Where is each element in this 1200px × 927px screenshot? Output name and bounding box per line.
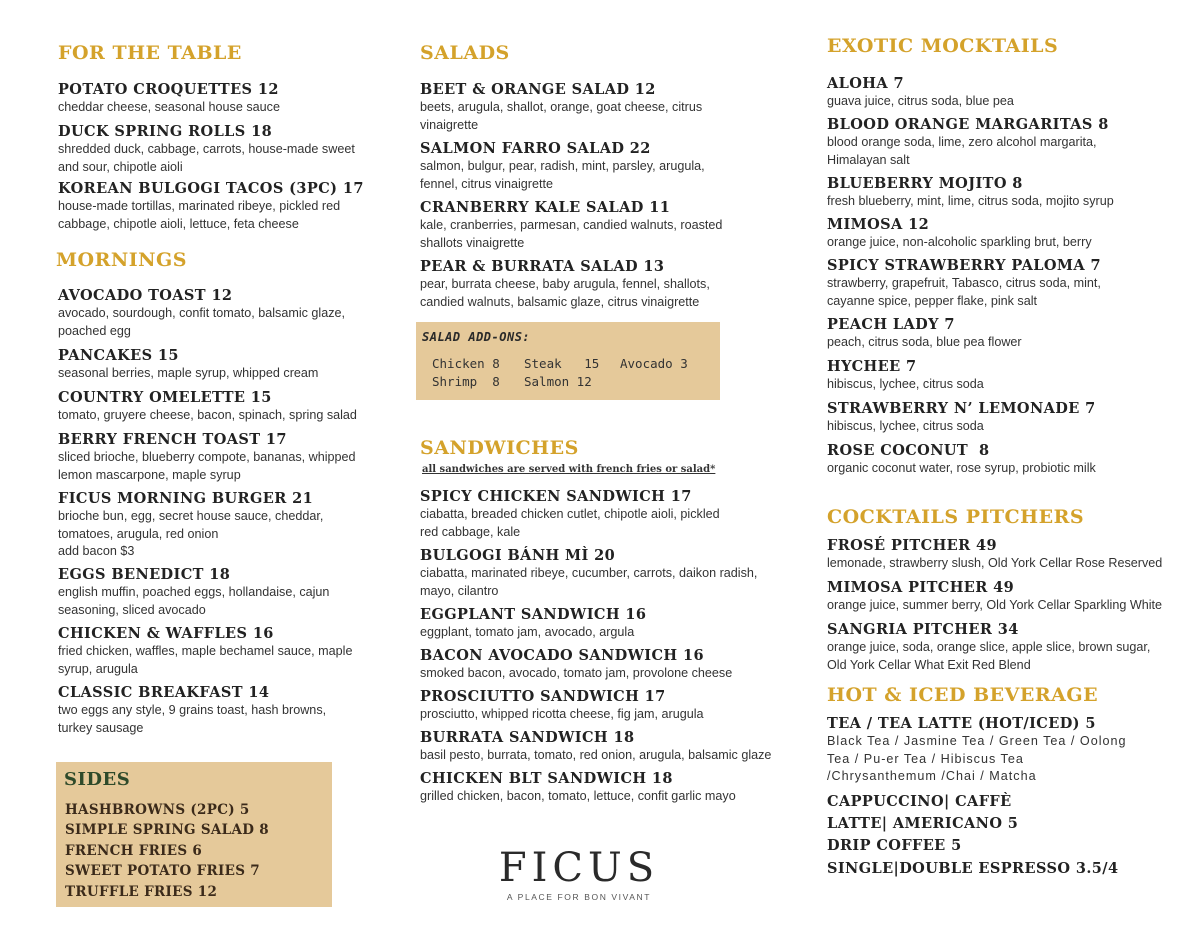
item-desc: prosciutto, whipped ricotta cheese, fig jam, arugula	[420, 707, 704, 721]
side-item: TRUFFLE FRIES 12	[65, 883, 218, 900]
menu-item	[827, 256, 1187, 310]
item-desc: sliced brioche, blueberry compote, bananas, whipped lemon mascarpone, maple syrup	[58, 450, 356, 482]
item-name: BLOOD ORANGE MARGARITAS 8	[827, 116, 1109, 133]
menu-item	[58, 286, 358, 340]
item-desc: tomato, gruyere cheese, bacon, spinach, spring salad	[58, 408, 357, 422]
item-name: PANCAKES 15	[58, 347, 179, 364]
pitchers-title: COCKTAILS PITCHERS	[827, 506, 1085, 528]
menu-item	[827, 174, 1187, 211]
item-desc: english muffin, poached eggs, hollandaise, cajun seasoning, sliced avocado	[58, 585, 330, 617]
menu-item	[827, 215, 1187, 252]
item-name: MIMOSA PITCHER 49	[827, 579, 1015, 596]
item-desc: guava juice, citrus soda, blue pea	[827, 94, 1014, 108]
addon-avocado: Avocado 3	[620, 356, 688, 371]
menu-item	[420, 139, 790, 193]
item-name: KOREAN BULGOGI TACOS (3PC) 17	[58, 180, 364, 197]
menu-item	[58, 388, 358, 425]
menu-item	[58, 179, 364, 233]
item-desc: kale, cranberries, parmesan, candied walnuts, roasted shallots vinaigrette	[420, 218, 723, 250]
item-desc: cheddar cheese, seasonal house sauce	[58, 100, 280, 114]
item-desc: peach, citrus soda, blue pea flower	[827, 335, 1022, 349]
menu-item	[827, 836, 1187, 855]
menu-item	[58, 624, 358, 678]
item-name: PEAR & BURRATA SALAD 13	[420, 258, 665, 275]
menu-item	[827, 115, 1187, 169]
item-desc: ciabatta, breaded chicken cutlet, chipotle aioli, pickled red cabbage, kale	[420, 507, 720, 539]
menu-item	[420, 198, 790, 252]
item-desc: smoked bacon, avocado, tomato jam, provolone cheese	[420, 666, 733, 680]
for-the-table-title: FOR THE TABLE	[58, 42, 242, 64]
item-desc: house-made tortillas, marinated ribeye, pickled red cabbage, chipotle aioli, lettuce, feta cheese	[58, 199, 341, 231]
mornings-title: MORNINGS	[56, 249, 187, 271]
item-desc: orange juice, soda, orange slice, apple slice, brown sugar, Old York Cellar What Exit Red Blend	[827, 640, 1151, 672]
addons-title: SALAD ADD-ONS:	[422, 330, 531, 344]
item-desc: Black Tea / Jasmine Tea / Green Tea / Oolong Tea / Pu-er Tea / Hibiscus Tea /Chrysanthemum /Chai / Matcha	[827, 734, 1127, 783]
item-name: CRANBERRY KALE SALAD 11	[420, 199, 671, 216]
menu-item	[58, 430, 358, 484]
item-name: EGGS BENEDICT 18	[58, 566, 231, 583]
menu-item	[420, 80, 790, 134]
item-desc: hibiscus, lychee, citrus soda	[827, 377, 984, 391]
item-name: SPICY STRAWBERRY PALOMA 7	[827, 257, 1101, 274]
sides-list	[65, 800, 269, 902]
menu-item	[58, 346, 358, 383]
item-name: ALOHA 7	[827, 75, 904, 92]
item-name: BERRY FRENCH TOAST 17	[58, 431, 287, 448]
item-name: POTATO CROQUETTES 12	[58, 81, 279, 98]
item-desc: fresh blueberry, mint, lime, citrus soda, mojito syrup	[827, 194, 1114, 208]
menu-item	[827, 536, 1187, 573]
addon-chicken: Chicken 8	[432, 356, 500, 371]
item-desc: basil pesto, burrata, tomato, red onion, arugula, balsamic glaze	[420, 748, 772, 762]
item-name: SALMON FARRO SALAD 22	[420, 140, 651, 157]
menu-item	[827, 399, 1187, 436]
item-name: BURRATA SANDWICH 18	[420, 729, 635, 746]
item-name: STRAWBERRY N’ LEMONADE 7	[827, 400, 1096, 417]
menu-item	[827, 578, 1187, 615]
item-name: CHICKEN BLT SANDWICH 18	[420, 770, 673, 787]
item-name: SINGLE|DOUBLE ESPRESSO 3.5/4	[827, 860, 1119, 877]
item-desc: fried chicken, waffles, maple bechamel sauce, maple syrup, arugula	[58, 644, 353, 676]
item-name: DRIP COFFEE 5	[827, 837, 962, 854]
logo-word: FICUS	[498, 845, 660, 891]
item-name: DUCK SPRING ROLLS 18	[58, 123, 273, 140]
menu-item	[827, 74, 1187, 111]
side-item: HASHBROWNS (2PC) 5	[65, 802, 250, 818]
logo-tagline: A PLACE FOR BON VIVANT	[506, 892, 652, 902]
item-name: BACON AVOCADO SANDWICH 16	[420, 647, 704, 664]
menu-item	[827, 315, 1187, 352]
menu-item	[58, 683, 358, 737]
item-name: TEA / TEA LATTE (HOT/ICED) 5	[827, 715, 1096, 732]
item-name: AVOCADO TOAST 12	[58, 287, 233, 304]
side-item: SWEET POTATO FRIES 7	[65, 863, 260, 880]
salads-title: SALADS	[420, 42, 510, 64]
item-desc: blood orange soda, lime, zero alcohol margarita, Himalayan salt	[827, 135, 1097, 167]
item-name: FROSÉ PITCHER 49	[827, 537, 997, 554]
menu-item	[58, 122, 358, 176]
item-desc: strawberry, grapefruit, Tabasco, citrus soda, mint, cayanne spice, pepper flake, pink salt	[827, 276, 1101, 308]
item-name: EGGPLANT SANDWICH 16	[420, 606, 647, 623]
item-desc: lemonade, strawberry slush, Old York Cellar Rose Reserved	[827, 556, 1163, 570]
item-name: FICUS MORNING BURGER 21	[58, 490, 314, 507]
item-desc: salmon, bulgur, pear, radish, mint, parsley, arugula, fennel, citrus vinaigrette	[420, 159, 705, 191]
side-item: FRENCH FRIES 6	[65, 842, 203, 859]
item-name: BLUEBERRY MOJITO 8	[827, 175, 1023, 192]
addon-shrimp: Shrimp 8	[432, 374, 500, 389]
menu-item	[420, 257, 790, 311]
item-desc: avocado, sourdough, confit tomato, balsamic glaze, poached egg	[58, 306, 346, 338]
item-name: SANGRIA PITCHER 34	[827, 621, 1019, 638]
salad-addons-box	[416, 322, 720, 400]
item-name: CHICKEN & WAFFLES 16	[58, 625, 274, 642]
sides-title: SIDES	[64, 769, 131, 790]
item-desc: hibiscus, lychee, citrus soda	[827, 419, 984, 433]
addon-salmon: Salmon 12	[524, 374, 592, 389]
menu-item	[827, 791, 1187, 835]
sandwiches-title: SANDWICHES	[420, 437, 579, 459]
item-name: CAPPUCCINO| CAFFÈ LATTE| AMERICANO 5	[827, 793, 1019, 832]
menu-item	[58, 489, 358, 561]
item-desc: beets, arugula, shallot, orange, goat cheese, citrus vinaigrette	[420, 100, 703, 132]
menu-item	[827, 357, 1187, 394]
addon-steak: Steak 15	[524, 356, 600, 371]
item-desc: orange juice, non-alcoholic sparkling brut, berry	[827, 235, 1092, 249]
item-name: PROSCIUTTO SANDWICH 17	[420, 688, 666, 705]
sides-box	[56, 762, 332, 907]
item-name: HYCHEE 7	[827, 358, 917, 375]
item-name: CLASSIC BREAKFAST 14	[58, 684, 270, 701]
item-desc: brioche bun, egg, secret house sauce, cheddar, tomatoes, arugula, red onion	[58, 509, 324, 541]
sandwiches-note: all sandwiches are served with french fries or salad*	[422, 464, 716, 475]
mocktails-title: EXOTIC MOCKTAILS	[827, 35, 1059, 57]
side-item: SIMPLE SPRING SALAD 8	[65, 822, 269, 839]
item-name: MIMOSA 12	[827, 216, 930, 233]
item-name: BULGOGI BÁNH MÌ 20	[420, 547, 616, 564]
menu-item	[58, 80, 358, 117]
menu-item	[58, 565, 358, 619]
menu-item	[827, 620, 1187, 674]
ficus-logo	[476, 845, 682, 902]
item-desc: eggplant, tomato jam, avocado, argula	[420, 625, 635, 639]
item-name: BEET & ORANGE SALAD 12	[420, 81, 656, 98]
menu-item	[827, 859, 1187, 878]
column-right	[827, 0, 1187, 927]
item-desc: ciabatta, marinated ribeye, cucumber, carrots, daikon radish, mayo, cilantro	[420, 566, 758, 598]
item-desc: orange juice, summer berry, Old York Cellar Sparkling White	[827, 598, 1163, 612]
item-desc: two eggs any style, 9 grains toast, hash browns, turkey sausage	[58, 703, 327, 735]
item-name: PEACH LADY 7	[827, 316, 955, 333]
item-extra: add bacon $3	[58, 544, 135, 558]
item-name: ROSE COCONUT 8	[827, 442, 990, 459]
item-desc: seasonal berries, maple syrup, whipped cream	[58, 366, 319, 380]
item-desc: pear, burrata cheese, baby arugula, fennel, shallots, candied walnuts, balsamic glaze, citrus vinaigrette	[420, 277, 710, 309]
item-desc: organic coconut water, rose syrup, probiotic milk	[827, 461, 1096, 475]
item-desc: grilled chicken, bacon, tomato, lettuce, confit garlic mayo	[420, 789, 736, 803]
menu-item	[827, 714, 1187, 786]
item-name: COUNTRY OMELETTE 15	[58, 389, 272, 406]
item-name: SPICY CHICKEN SANDWICH 17	[420, 488, 692, 505]
menu-item	[827, 441, 1187, 478]
item-desc: shredded duck, cabbage, carrots, house-made sweet and sour, chipotle aioli	[58, 142, 355, 174]
beverage-title: HOT & ICED BEVERAGE	[827, 684, 1099, 706]
column-middle	[420, 0, 790, 927]
